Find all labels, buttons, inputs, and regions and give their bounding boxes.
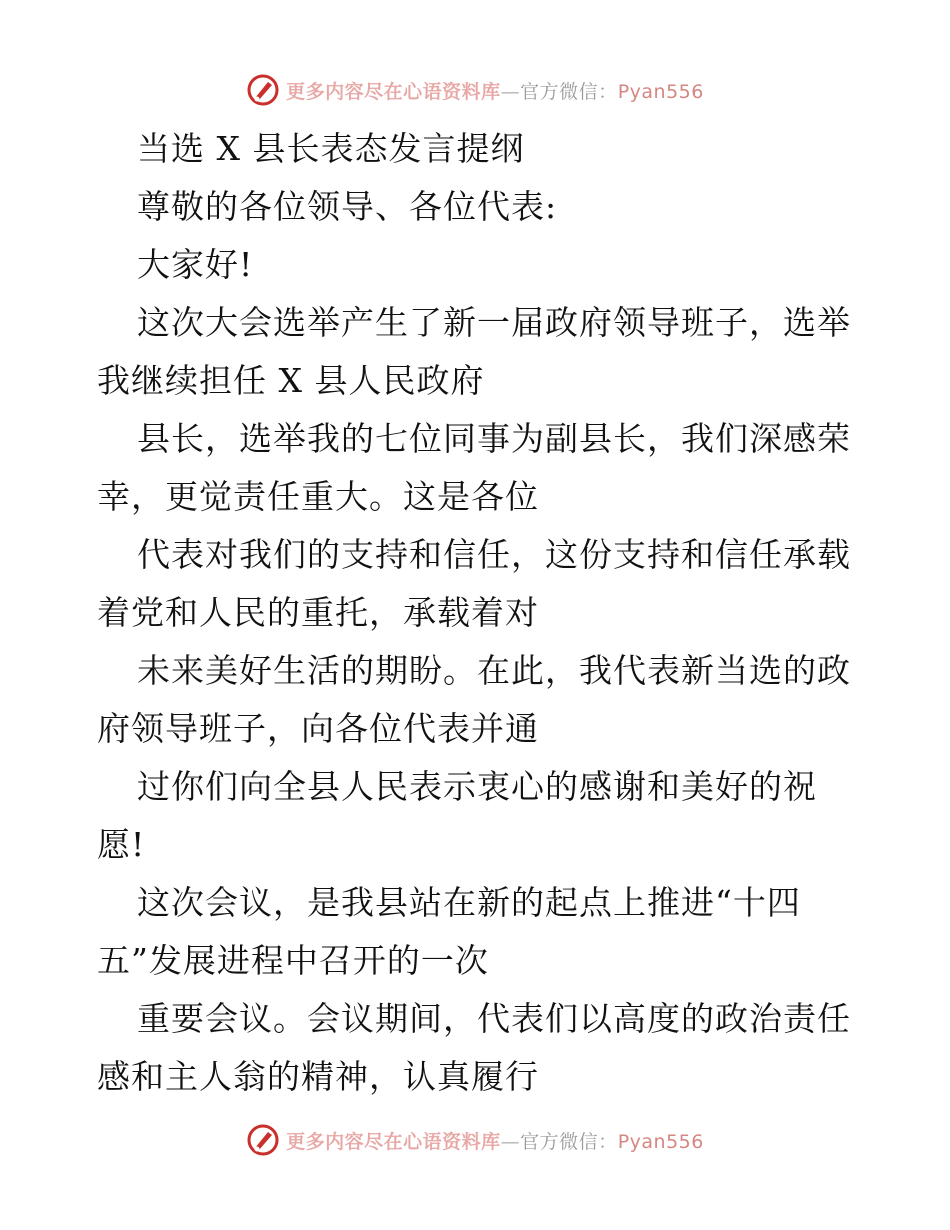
watermark-header bbox=[0, 70, 950, 110]
pen-logo-icon bbox=[246, 73, 280, 107]
paragraph-line: 愿! bbox=[97, 825, 146, 864]
paragraph-line: 过你们向全县人民表示衷心的感谢和美好的祝 bbox=[137, 767, 817, 806]
paragraph-line: 府领导班子，向各位代表并通 bbox=[97, 709, 539, 748]
watermark-footer bbox=[0, 1120, 950, 1160]
paragraph-line: 重要会议。会议期间，代表们以高度的政治责任 bbox=[137, 999, 851, 1038]
paragraph-line: 这次会议，是我县站在新的起点上推进“十四 bbox=[137, 883, 801, 922]
paragraph-line: 感和主人翁的精神，认真履行 bbox=[97, 1057, 539, 1096]
paragraph-line: 县长，选举我的七位同事为副县长，我们深感荣 bbox=[137, 419, 851, 458]
paragraph-line: 这次大会选举产生了新一届政府领导班子，选举 bbox=[137, 303, 851, 342]
document-title: 当选 X 县长表态发言提纲 bbox=[137, 129, 525, 168]
greeting: 大家好! bbox=[137, 245, 254, 284]
paragraph-line: 五”发展进程中召开的一次 bbox=[97, 941, 489, 980]
watermark-text: 更多内容尽在心语资料库—官方微信：Pyan556 bbox=[286, 1130, 704, 1153]
paragraph-line: 代表对我们的支持和信任，这份支持和信任承载 bbox=[137, 535, 851, 574]
paragraph-line: 未来美好生活的期盼。在此，我代表新当选的政 bbox=[137, 651, 851, 690]
paragraph-line: 我继续担任 X 县人民政府 bbox=[97, 361, 485, 400]
paragraph-line: 幸，更觉责任重大。这是各位 bbox=[97, 477, 539, 516]
watermark-text: 更多内容尽在心语资料库—官方微信：Pyan556 bbox=[286, 80, 704, 103]
salutation: 尊敬的各位领导、各位代表: bbox=[137, 187, 558, 226]
paragraph-line: 着党和人民的重托，承载着对 bbox=[97, 593, 539, 632]
pen-logo-icon bbox=[246, 1123, 280, 1157]
document-body bbox=[97, 120, 857, 1106]
